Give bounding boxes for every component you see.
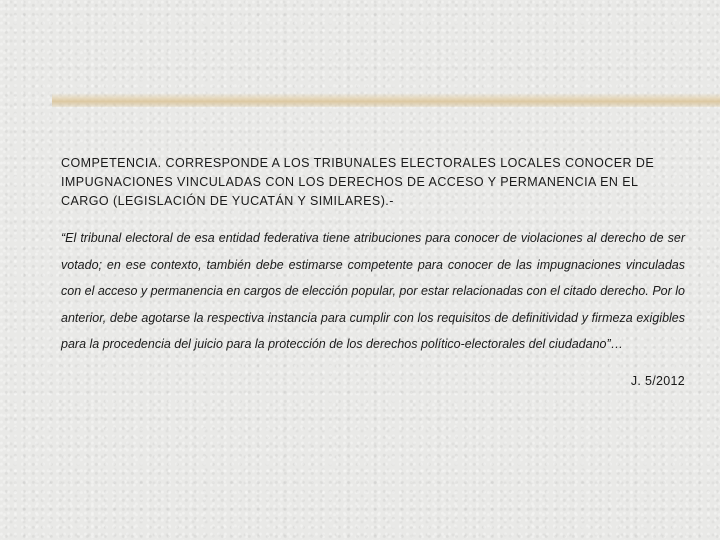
- thesis-quote: “El tribunal electoral de esa entidad federativa tiene atribuciones para conocer de violaciones al derecho de ser votado; en ese contexto, también debe estimarse competente para conocer de las impugnaciones vinculadas con el acceso y permanencia en cargos de elección popular, por estar relacionadas con el citado derecho. Por lo anterior, debe agotarse la respectiva instancia para cumplir con los requisitos de definitividad y firmeza exigibles para la procedencia del juicio para la protección de los derechos político-electorales del ciudadano”…: [61, 231, 685, 351]
- decorative-top-rule: [52, 93, 720, 107]
- document-body: [61, 154, 685, 388]
- thesis-heading: COMPETENCIA. CORRESPONDE A LOS TRIBUNALES ELECTORALES LOCALES CONOCER DE IMPUGNACIONES VINCULADAS CON LOS DERECHOS DE ACCESO Y PERMANENCIA EN EL CARGO (LEGISLACIÓN DE YUCATÁN Y SIMILARES).-: [61, 156, 655, 208]
- jurisprudence-citation: J. 5/2012: [630, 373, 685, 388]
